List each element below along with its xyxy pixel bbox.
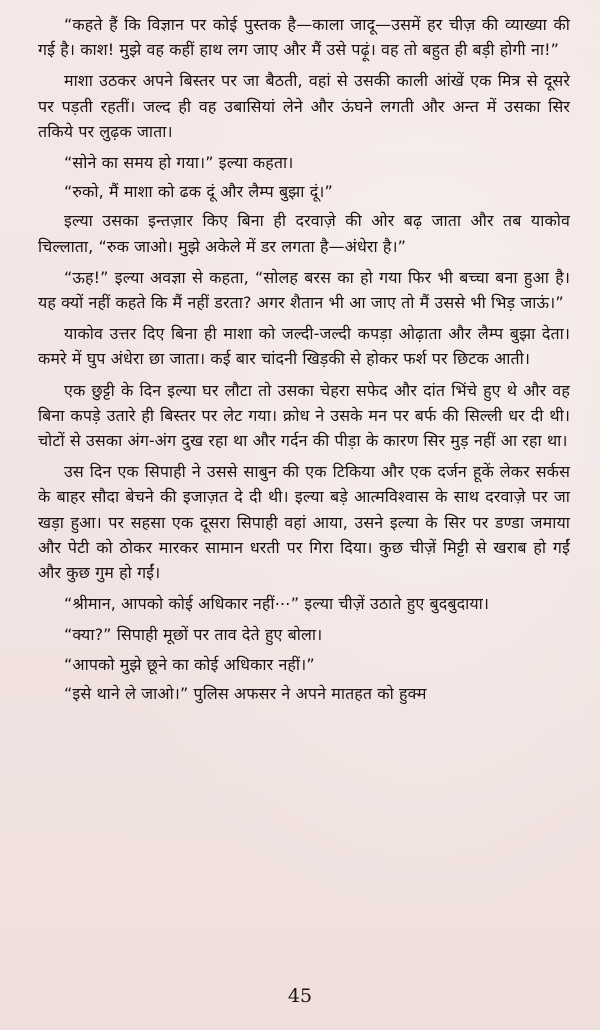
paragraph: माशा उठकर अपने बिस्तर पर जा बैठती, वहां से उसकी काली आंखें एक मित्र से दूसरे पर पड़ती रहतीं। जल्द ही वह उबासियां लेने और ऊंघने लगती और अन्त में उसका सिर तकिये पर लुढ़क जाता। xyxy=(38,71,570,141)
paragraph: एक छुट्टी के दिन इल्या घर लौटा तो उसका चेहरा सफेद और दांत भिंचे हुए थे और वह बिना कपड़े उतारे ही बिस्तर पर लेट गया। क्रोध ने उसके मन पर बर्फ की सिल्ली धर दी थी। चोटों से उसका अंग-अंग दुख रहा था और गर्दन की पीड़ा के कारण सिर मुड़ नहीं आ रहा था। xyxy=(38,380,570,451)
paragraph: “श्रीमान, आपको कोई अधिकार नहीं⋯” इल्या चीज़ें उठाते हुए बुदबुदाया। xyxy=(64,594,490,614)
paragraph: याकोव उत्तर दिए बिना ही माशा को जल्दी-जल्दी कपड़ा ओढ़ाता और लैम्प बुझा देता। कमरे में घुप अंधेरा छा जाता। कई बार चांदनी खिड़की से होकर फर्श पर छिटक आती। xyxy=(38,324,570,369)
paragraph: “रुको, मैं माशा को ढक दूं और लैम्प बुझा दूं।” xyxy=(64,182,333,202)
paragraph: “कहते हैं कि विज्ञान पर कोई पुस्तक है—काला जादू—उसमें हर चीज़ की व्याख्या की गई है। काश! मुझे वह कहीं हाथ लग जाए और मैं उसे पढ़ूं। वह तो बहुत ही बड़ी होगी ना!” xyxy=(38,15,570,60)
paragraph: “ऊह!” इल्या अवज्ञा से कहता, “सोलह बरस का हो गया फिर भी बच्चा बना हुआ है। यह क्यों नहीं कहते कि मैं नहीं डरता? अगर शैतान भी आ जाए तो मैं उससे भी भिड़ जाऊं।” xyxy=(38,267,570,313)
paragraph: “सोने का समय हो गया।” इल्या कहता। xyxy=(64,153,294,173)
page-text xyxy=(38,12,570,710)
paragraph: “इसे थाने ले जाओ।” पुलिस अफसर ने अपने मातहत को हुक्म xyxy=(64,683,427,703)
paragraph: उस दिन एक सिपाही ने उससे साबुन की एक टिकिया और एक दर्जन हूकें लेकर सर्कस के बाहर सौदा बेचने की इजाज़त दे दी थी। इल्या बड़े आत्मविश्वास के साथ दरवाज़े पर जा खड़ा हुआ। पर सहसा एक दूसरा सिपाही वहां आया, उसने इल्या के सिर पर डण्डा जमाया और पेटी को ठोकर मारकर सामान धरती पर गिरा दिया। कुछ चीज़ें मिट्टी से खराब हो गईं और कुछ गुम हो गईं। xyxy=(38,462,570,583)
paragraph: इल्या उसका इन्तज़ार किए बिना ही दरवाज़े की ओर बढ़ जाता और तब याकोव चिल्लाता, “रुक जाओ। मुझे अकेले में डर लगता है—अंधेरा है।” xyxy=(38,211,570,256)
paragraph: “आपको मुझे छूने का कोई अधिकार नहीं।” xyxy=(64,654,315,674)
paragraph: “क्या?” सिपाही मूछों पर ताव देते हुए बोला। xyxy=(64,625,323,645)
page-number: 45 xyxy=(287,985,313,1007)
